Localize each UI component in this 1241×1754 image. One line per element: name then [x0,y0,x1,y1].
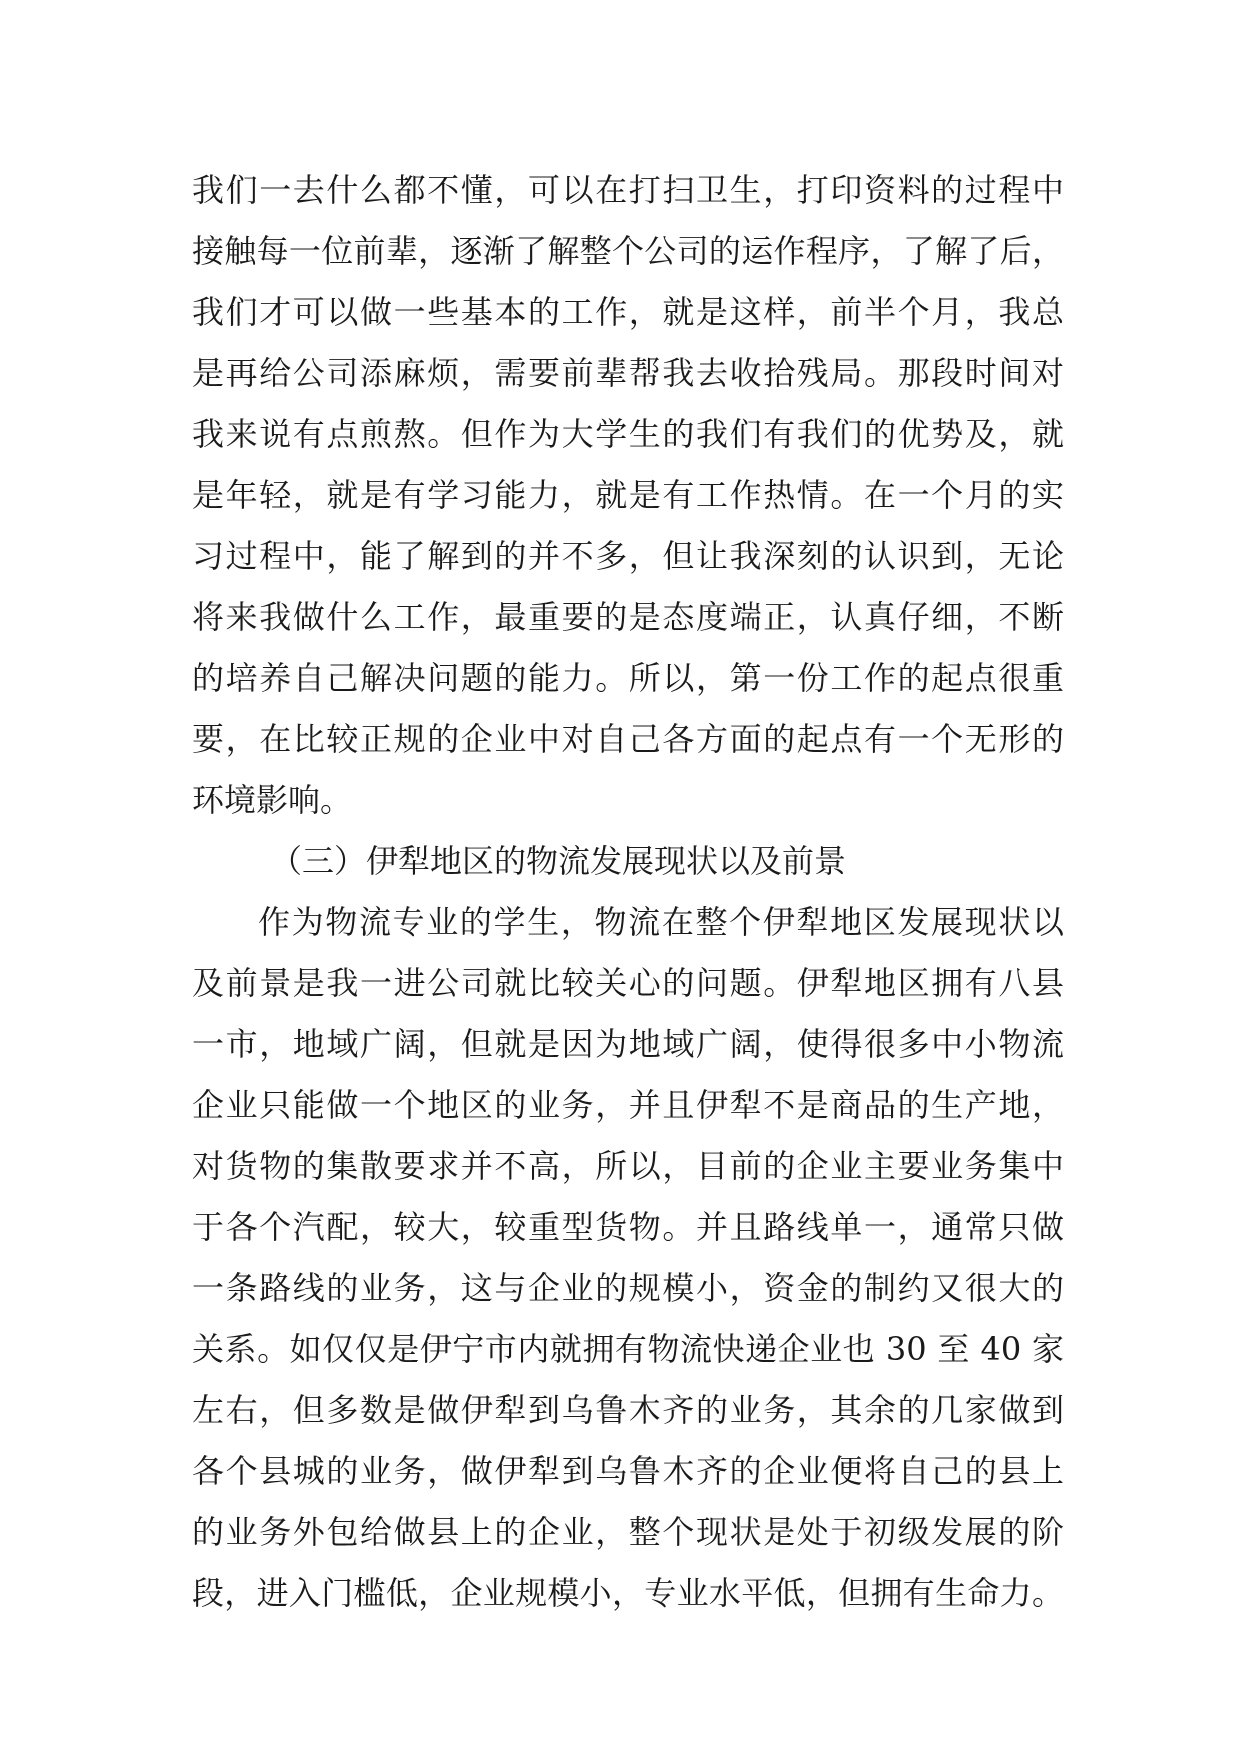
paragraph-line: 习过程中，能了解到的并不多，但让我深刻的认识到，无论 [192,537,1064,575]
paragraph-line: 段，进入门槛低，企业规模小，专业水平低，但拥有生命力。 [192,1574,1064,1612]
paragraph-line: 我们才可以做一些基本的工作，就是这样，前半个月，我总 [192,293,1064,331]
paragraph-line: 一条路线的业务，这与企业的规模小，资金的制约又很大的 [192,1269,1064,1307]
paragraph-line: 对货物的集散要求并不高，所以，目前的企业主要业务集中 [192,1147,1064,1185]
paragraph-line: 关系。如仅仅是伊宁市内就拥有物流快递企业也 30 至 40 家 [192,1330,1064,1368]
paragraph-line: 左右，但多数是做伊犁到乌鲁木齐的业务，其余的几家做到 [192,1391,1064,1429]
paragraph-line: 及前景是我一进公司就比较关心的问题。伊犁地区拥有八县 [192,964,1064,1002]
paragraph-line: 是再给公司添麻烦，需要前辈帮我去收拾残局。那段时间对 [192,354,1064,392]
paragraph-line: 要，在比较正规的企业中对自己各方面的起点有一个无形的 [192,720,1064,758]
paragraph-line: 作为物流专业的学生，物流在整个伊犁地区发展现状以 [258,903,1064,941]
paragraph-line: 是年轻，就是有学习能力，就是有工作热情。在一个月的实 [192,476,1064,514]
paragraph-line: 一市，地域广阔，但就是因为地域广阔，使得很多中小物流 [192,1025,1064,1063]
paragraph-line: 于各个汽配，较大，较重型货物。并且路线单一，通常只做 [192,1208,1064,1246]
document-body [192,160,1064,1624]
paragraph-line: 的培养自己解决问题的能力。所以，第一份工作的起点很重 [192,659,1064,697]
section-heading: （三）伊犁地区的物流发展现状以及前景 [270,842,847,880]
paragraph-line: 企业只能做一个地区的业务，并且伊犁不是商品的生产地， [192,1086,1064,1124]
paragraph-line: 的业务外包给做县上的企业，整个现状是处于初级发展的阶 [192,1513,1064,1551]
paragraph-line: 环境影响。 [192,781,353,819]
paragraph-line: 各个县城的业务，做伊犁到乌鲁木齐的企业便将自己的县上 [192,1452,1064,1490]
paragraph-line: 将来我做什么工作，最重要的是态度端正，认真仔细，不断 [192,598,1064,636]
paragraph-line: 接触每一位前辈，逐渐了解整个公司的运作程序，了解了后， [192,232,1064,270]
paragraph-line: 我们一去什么都不懂，可以在打扫卫生，打印资料的过程中 [192,171,1064,209]
paragraph-line: 我来说有点煎熬。但作为大学生的我们有我们的优势及，就 [192,415,1064,453]
